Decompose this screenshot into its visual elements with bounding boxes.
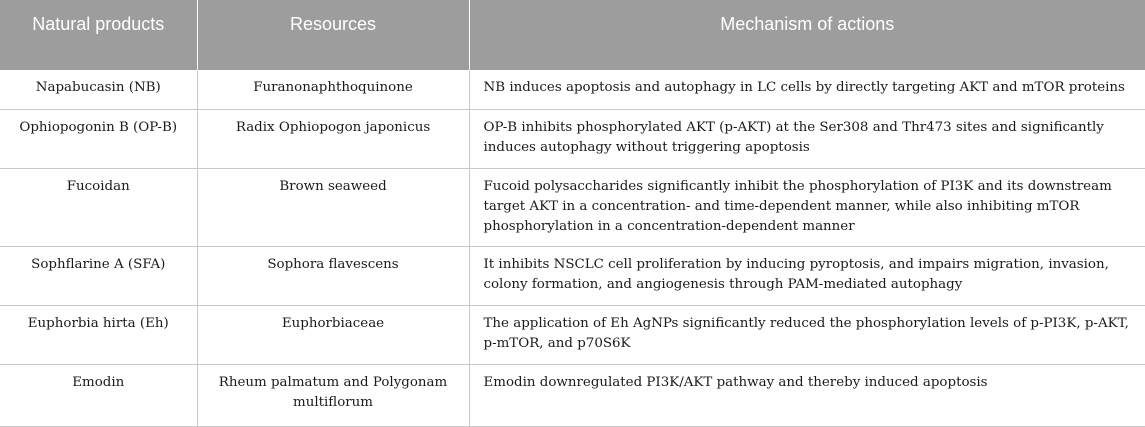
table-row xyxy=(0,109,1145,168)
resource-cell: Euphorbiaceae xyxy=(197,305,469,364)
mechanism-cell: The application of Eh AgNPs significantly reduced the phosphorylation levels of p-PI3K, p-AKT, p-mTOR, and p70S6K xyxy=(469,305,1145,364)
table-header xyxy=(0,0,1145,70)
product-cell: Napabucasin (NB) xyxy=(0,70,197,109)
product-cell: Emodin xyxy=(0,364,197,426)
product-cell: Ophiopogonin B (OP-B) xyxy=(0,109,197,168)
table-row xyxy=(0,168,1145,246)
resource-cell: Sophora flavescens xyxy=(197,246,469,305)
mechanism-cell: NB induces apoptosis and autophagy in LC cells by directly targeting AKT and mTOR proteins xyxy=(469,70,1145,109)
mechanism-cell: OP-B inhibits phosphorylated AKT (p-AKT) at the Ser308 and Thr473 sites and significantly induces autophagy without triggering apoptosis xyxy=(469,109,1145,168)
table-row xyxy=(0,305,1145,364)
table-row xyxy=(0,364,1145,426)
product-cell: Sophflarine A (SFA) xyxy=(0,246,197,305)
table-row xyxy=(0,246,1145,305)
table-row xyxy=(0,70,1145,109)
resource-cell: Furanonaphthoquinone xyxy=(197,70,469,109)
resource-cell: Radix Ophiopogon japonicus xyxy=(197,109,469,168)
header-natural-products: Natural products xyxy=(0,0,197,70)
resource-cell: Rheum palmatum and Polygonam multiflorum xyxy=(197,364,469,426)
table-body xyxy=(0,70,1145,426)
resource-cell: Brown seaweed xyxy=(197,168,469,246)
mechanism-cell: Fucoid polysaccharides significantly inhibit the phosphorylation of PI3K and its downstream target AKT in a concentration- and time-dependent manner, while also inhibiting mTOR phosphorylation in a concentration-dependent manner xyxy=(469,168,1145,246)
product-cell: Euphorbia hirta (Eh) xyxy=(0,305,197,364)
header-mechanism-of-actions: Mechanism of actions xyxy=(469,0,1145,70)
product-cell: Fucoidan xyxy=(0,168,197,246)
header-row xyxy=(0,0,1145,70)
mechanism-cell: It inhibits NSCLC cell proliferation by inducing pyroptosis, and impairs migration, invasion, colony formation, and angiogenesis through PAM-mediated autophagy xyxy=(469,246,1145,305)
header-resources: Resources xyxy=(197,0,469,70)
mechanism-cell: Emodin downregulated PI3K/AKT pathway and thereby induced apoptosis xyxy=(469,364,1145,426)
